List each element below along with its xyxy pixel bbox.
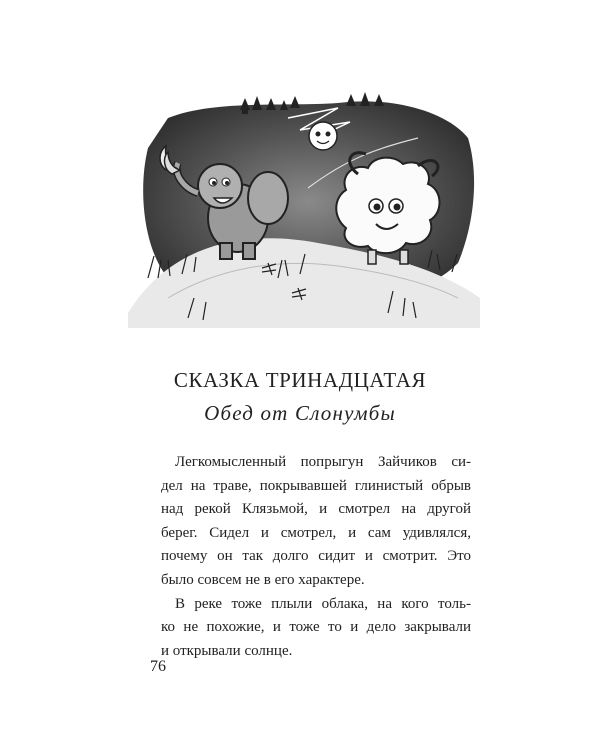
chapter-illustration <box>128 78 480 328</box>
paragraph <box>161 451 471 593</box>
text-line: берег. Сидел и смотрел, и сам удивлялся, <box>161 524 471 541</box>
small-sheep <box>309 122 337 150</box>
text-line: ко не похожие, и тоже то и дело закрывали <box>161 619 471 636</box>
text-line: было совсем не в его характере. <box>161 571 365 588</box>
body-text <box>161 451 471 663</box>
chapter-label: СКАЗКА ТРИНАДЦАТАЯ <box>173 368 427 392</box>
text-line: В реке тоже плыли облака, на кого толь- <box>175 595 471 612</box>
text-line: Легкомысленный попрыгун Зайчиков си- <box>175 454 471 470</box>
text-line: над рекой Клязьмой, и смотрел на другой <box>161 501 471 518</box>
text-line: и открывали солнце. <box>161 642 293 659</box>
chapter-title: Обед от Слонумбы <box>204 401 396 425</box>
paragraph <box>161 593 471 664</box>
text-line: почему он так долго сидит и смотрит. Это <box>161 548 471 565</box>
text-line: дел на траве, покрывавшей глинистый обрыв <box>161 477 471 494</box>
page-number: 76 <box>150 658 166 675</box>
